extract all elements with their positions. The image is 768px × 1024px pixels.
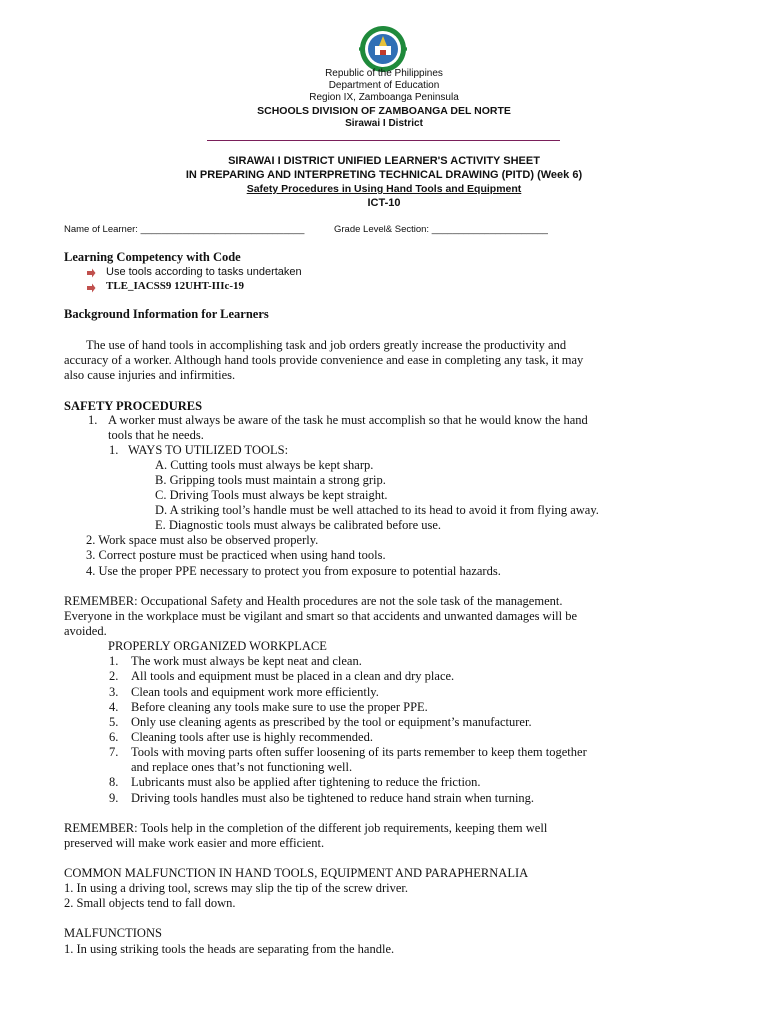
ways-number: 1. [109, 443, 119, 457]
workplace-item-5: Only use cleaning agents as prescribed by the tool or equipment’s manufacturer. [131, 715, 532, 729]
title-topic: Safety Procedures in Using Hand Tools and Equipment [246, 183, 522, 195]
ways-item-a: A. Cutting tools must always be kept sharp. [155, 458, 374, 472]
workplace-item-number: 2. [109, 669, 119, 683]
workplace-item-2: All tools and equipment must be placed in a clean and dry place. [131, 669, 455, 683]
workplace-item-1: The work must always be kept neat and clean. [131, 654, 362, 668]
background-paragraph-line-1: The use of hand tools in accomplishing task and job orders greatly increase the productivity and [86, 338, 567, 352]
remember-1-line-1: REMEMBER: Occupational Safety and Health procedures are not the sole task of the management. [64, 594, 563, 608]
title-activity-sheet: SIRAWAI I DISTRICT UNIFIED LEARNER'S ACTIVITY SHEET [228, 155, 540, 167]
remember-2-line-1: REMEMBER: Tools help in the completion of the different job requirements, keeping them well [64, 821, 548, 835]
safety-heading: SAFETY PROCEDURES [64, 399, 203, 413]
safety-item-2: 2. Work space must also be observed properly. [86, 533, 319, 547]
workplace-item-number: 8. [109, 775, 119, 789]
header-division: SCHOOLS DIVISION OF ZAMBOANGA DEL NORTE [257, 105, 511, 117]
workplace-item-7-line-2: and replace ones that’s not functioning well. [131, 760, 353, 774]
malfunctions-item-1: 1. In using striking tools the heads are separating from the handle. [64, 942, 395, 956]
competency-heading: Learning Competency with Code [64, 250, 241, 264]
header-district: Sirawai I District [345, 118, 423, 129]
background-paragraph-line-3: also cause injuries and infirmities. [64, 368, 236, 382]
background-paragraph-line-2: accuracy of a worker. Although hand tools provide convenience and ease in completing any task, it may [64, 353, 584, 367]
header-republic: Republic of the Philippines [325, 68, 443, 79]
competency-item-1: Use tools according to tasks undertaken [106, 266, 302, 278]
workplace-item-8: Lubricants must also be applied after tightening to reduce the friction. [131, 775, 481, 789]
header-divider [207, 140, 560, 141]
remember-1-line-2: Everyone in the workplace must be vigilant and smart so that accidents and unwanted damages will be [64, 609, 578, 623]
safety-item-3: 3. Correct posture must be practiced when using hand tools. [86, 548, 386, 562]
background-heading: Background Information for Learners [64, 307, 269, 321]
safety-item-1-line-2: tools that he needs. [108, 428, 204, 442]
workplace-item-number: 7. [109, 745, 119, 759]
header-region: Region IX, Zamboanga Peninsula [309, 92, 459, 103]
workplace-item-6: Cleaning tools after use is highly recommended. [131, 730, 373, 744]
malfunctions-heading: MALFUNCTIONS [64, 926, 162, 940]
remember-2-line-2: preserved will make work easier and more efficient. [64, 836, 325, 850]
workplace-item-3: Clean tools and equipment work more efficiently. [131, 685, 379, 699]
ways-item-e: E. Diagnostic tools must always be calibrated before use. [155, 518, 442, 532]
ways-item-d: D. A striking tool’s handle must be well attached to its head to avoid it from flying away. [155, 503, 599, 517]
common-malfunction-item-1: 1. In using a driving tool, screws may slip the tip of the screw driver. [64, 881, 409, 895]
grade-section-field[interactable]: Grade Level& Section: ______________________ [334, 224, 548, 235]
arrow-bullet-icon [86, 283, 96, 293]
workplace-item-9: Driving tools handles must also be tightened to reduce hand strain when turning. [131, 791, 535, 805]
ways-item-b: B. Gripping tools must maintain a strong grip. [155, 473, 386, 487]
header-department: Department of Education [328, 80, 440, 91]
workplace-item-number: 9. [109, 791, 119, 805]
safety-item-4: 4. Use the proper PPE necessary to protect you from exposure to potential hazards. [86, 564, 501, 578]
workplace-item-number: 3. [109, 685, 119, 699]
learner-name-field[interactable]: Name of Learner: _______________________________ [64, 224, 305, 235]
deped-seal-icon [358, 24, 408, 74]
safety-item-1-line-1: A worker must always be aware of the task he must accomplish so that he would know the hand [108, 413, 588, 427]
common-malfunction-item-2: 2. Small objects tend to fall down. [64, 896, 236, 910]
arrow-bullet-icon [86, 268, 96, 278]
competency-code: TLE_IACSS9 12UHT-IIIc-19 [106, 280, 245, 292]
workplace-item-number: 1. [109, 654, 119, 668]
workplace-item-4: Before cleaning any tools make sure to use the proper PPE. [131, 700, 428, 714]
workplace-item-number: 6. [109, 730, 119, 744]
workplace-item-number: 5. [109, 715, 119, 729]
common-malfunction-heading: COMMON MALFUNCTION IN HAND TOOLS, EQUIPMENT AND PARAPHERNALIA [64, 866, 529, 880]
workplace-item-number: 4. [109, 700, 119, 714]
learner-info-row [64, 224, 704, 235]
remember-1-line-3: avoided. [64, 624, 107, 638]
ways-heading: WAYS TO UTILIZED TOOLS: [128, 443, 289, 457]
ways-item-c: C. Driving Tools must always be kept straight. [155, 488, 388, 502]
title-grade: ICT-10 [367, 197, 401, 209]
safety-item-1-number: 1. [88, 413, 98, 427]
workplace-heading: PROPERLY ORGANIZED WORKPLACE [108, 639, 327, 653]
title-subject: IN PREPARING AND INTERPRETING TECHNICAL DRAWING (PITD) (Week 6) [185, 169, 583, 181]
workplace-item-7-line-1: Tools with moving parts often suffer loosening of its parts remember to keep them together [131, 745, 587, 759]
